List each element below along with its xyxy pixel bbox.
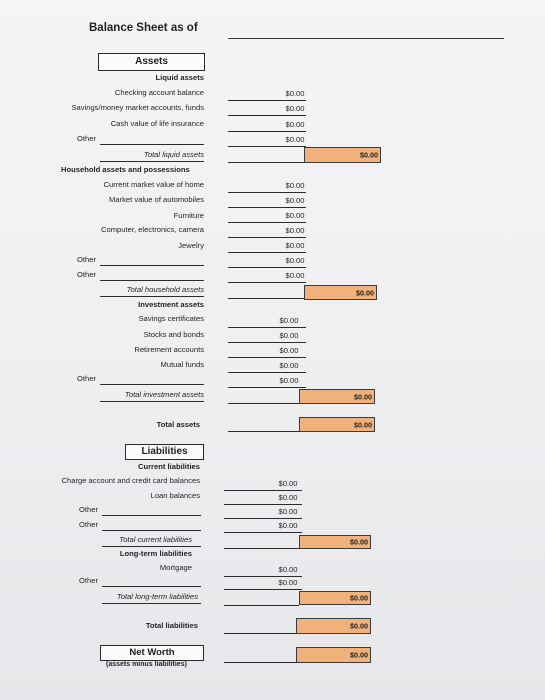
certificates-value[interactable]: $0.00: [279, 316, 299, 325]
value-line: [224, 504, 302, 505]
life-insurance-value[interactable]: $0.00: [285, 120, 305, 129]
total-household-label: Total household assets: [126, 285, 204, 294]
value-line: [228, 100, 306, 101]
net-worth-subheader: (assets minus liabilities): [106, 661, 187, 668]
investment-other-blank[interactable]: [100, 384, 204, 385]
total-line: [102, 546, 201, 547]
total-line: [228, 431, 299, 432]
home-label: Current market value of home: [103, 180, 204, 189]
value-line: [224, 518, 302, 519]
total-line: [228, 298, 304, 299]
value-line: [228, 372, 306, 373]
jewelry-value[interactable]: $0.00: [285, 241, 305, 250]
liquid-other-label: Other: [77, 134, 96, 143]
liabilities-header: Liabilities: [125, 444, 204, 460]
value-line: [228, 252, 306, 253]
total-liquid-value: $0.00: [360, 150, 378, 160]
charge-accounts-value[interactable]: $0.00: [278, 479, 298, 488]
total-liquid-box[interactable]: [304, 147, 381, 163]
longterm-other-value[interactable]: $0.00: [278, 578, 298, 587]
value-line: [228, 357, 306, 358]
total-line: [224, 633, 296, 634]
value-line: [224, 589, 302, 590]
total-investment-value: $0.00: [354, 392, 372, 401]
liquid-assets-heading: Liquid assets: [155, 73, 204, 82]
assets-header: Assets: [98, 53, 205, 71]
total-line: [224, 662, 296, 663]
total-liabilities-value: $0.00: [350, 621, 368, 631]
net-worth-header: Net Worth: [100, 645, 204, 661]
checking-label: Checking account balance: [114, 88, 204, 97]
total-line: [102, 603, 201, 604]
investment-heading: Investment assets: [138, 300, 204, 309]
total-assets-box[interactable]: [299, 417, 375, 432]
total-current-liabilities-box[interactable]: [299, 535, 371, 549]
total-investment-box[interactable]: [299, 389, 375, 404]
value-line: [228, 207, 306, 208]
household-other2-blank[interactable]: [100, 280, 204, 281]
current-other1-blank[interactable]: [102, 515, 201, 516]
value-line: [228, 267, 306, 268]
electronics-value[interactable]: $0.00: [285, 226, 305, 235]
value-line: [228, 146, 306, 147]
loan-balances-label: Loan balances: [150, 491, 200, 500]
total-line: [228, 403, 299, 404]
furniture-label: Furniture: [173, 211, 204, 220]
stocks-label: Stocks and bonds: [143, 330, 204, 339]
longterm-other-blank[interactable]: [102, 586, 201, 587]
current-other1-label: Other: [79, 505, 98, 514]
value-line: [224, 490, 302, 491]
value-line: [228, 131, 306, 132]
life-insurance-label: Cash value of life insurance: [110, 119, 204, 128]
current-other1-value[interactable]: $0.00: [278, 507, 298, 516]
date-line[interactable]: [228, 38, 504, 39]
total-line: [100, 401, 204, 402]
savings-value[interactable]: $0.00: [285, 104, 305, 113]
investment-other-label: Other: [77, 374, 96, 383]
retirement-label: Retirement accounts: [134, 345, 204, 354]
total-line: [100, 161, 204, 162]
value-line: [228, 282, 306, 283]
mortgage-value[interactable]: $0.00: [278, 565, 298, 574]
household-other1-label: Other: [77, 255, 96, 264]
electronics-label: Computer, electronics, camera: [101, 225, 204, 234]
total-current-liabilities-value: $0.00: [350, 537, 368, 547]
current-liabilities-heading: Current liabilities: [137, 462, 200, 471]
total-current-liabilities-label: Total current liabilities: [119, 535, 192, 544]
longterm-other-label: Other: [79, 576, 98, 585]
value-line: [228, 192, 306, 193]
savings-label: Savings/money market accounts, funds: [71, 103, 204, 112]
jewelry-label: Jewelry: [178, 241, 204, 250]
certificates-label: Savings certificates: [138, 314, 204, 323]
household-other2-label: Other: [77, 270, 96, 279]
checking-value[interactable]: $0.00: [285, 89, 305, 98]
current-other2-blank[interactable]: [102, 530, 201, 531]
household-other1-blank[interactable]: [100, 265, 204, 266]
total-household-value: $0.00: [356, 288, 374, 297]
current-other2-label: Other: [79, 520, 98, 529]
page-title: Balance Sheet as of: [89, 22, 198, 34]
loan-balances-value[interactable]: $0.00: [278, 493, 298, 502]
household-other2-value[interactable]: $0.00: [285, 271, 305, 280]
value-line: [228, 222, 306, 223]
home-value[interactable]: $0.00: [285, 181, 305, 190]
total-assets-label: Total assets: [156, 420, 200, 429]
total-line: [228, 162, 304, 163]
mutual-funds-label: Mutual funds: [160, 360, 204, 369]
value-line: [224, 576, 302, 577]
automobiles-label: Market value of automobiles: [109, 195, 204, 204]
value-line: [228, 342, 306, 343]
value-line: [228, 327, 306, 328]
investment-other-value[interactable]: $0.00: [279, 376, 299, 385]
household-other1-value[interactable]: $0.00: [285, 256, 305, 265]
charge-accounts-label: Charge account and credit card balances: [61, 476, 200, 485]
stocks-value[interactable]: $0.00: [279, 331, 299, 340]
total-liabilities-label: Total liabilities: [145, 621, 198, 630]
total-line: [100, 296, 204, 297]
furniture-value[interactable]: $0.00: [285, 211, 305, 220]
liquid-other-blank[interactable]: [100, 144, 204, 145]
household-heading: Household assets and possessions: [61, 165, 190, 174]
liquid-other-value[interactable]: $0.00: [285, 135, 305, 144]
current-other2-value[interactable]: $0.00: [278, 521, 298, 530]
total-line: [224, 605, 299, 606]
net-worth-box[interactable]: [296, 647, 371, 663]
total-liquid-label: Total liquid assets: [143, 150, 204, 159]
value-line: [224, 532, 302, 533]
retirement-value[interactable]: $0.00: [279, 346, 299, 355]
total-line: [224, 548, 299, 549]
total-longterm-liabilities-value: $0.00: [350, 593, 368, 603]
total-longterm-liabilities-box[interactable]: [299, 591, 371, 605]
total-household-box[interactable]: [304, 285, 377, 300]
total-longterm-liabilities-label: Total long-term liabilities: [116, 592, 198, 601]
total-investment-label: Total investment assets: [124, 390, 204, 399]
longterm-liabilities-heading: Long-term liabilities: [119, 549, 192, 558]
mortgage-label: Mortgage: [159, 563, 192, 572]
value-line: [228, 115, 306, 116]
net-worth-value: $0.00: [350, 650, 368, 660]
mutual-funds-value[interactable]: $0.00: [279, 361, 299, 370]
value-line: [228, 387, 306, 388]
automobiles-value[interactable]: $0.00: [285, 196, 305, 205]
total-liabilities-box[interactable]: [296, 618, 371, 634]
value-line: [228, 237, 306, 238]
total-assets-value: $0.00: [354, 420, 372, 429]
